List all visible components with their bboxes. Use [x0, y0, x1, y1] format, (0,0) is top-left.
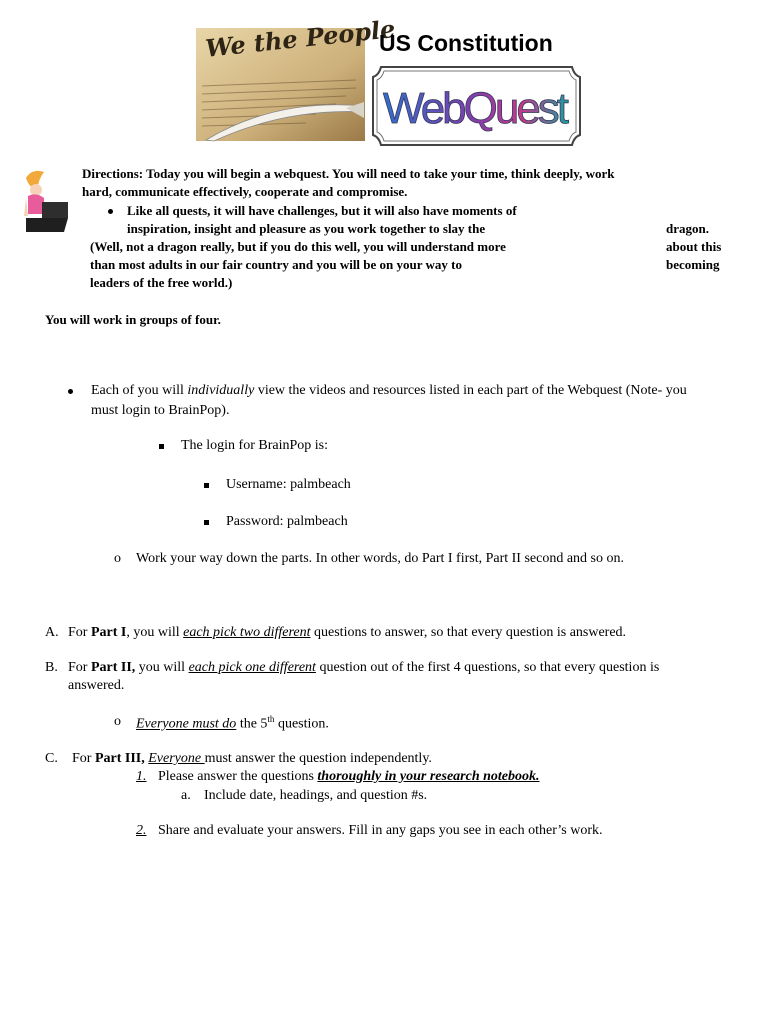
- bullet-square: [204, 520, 209, 525]
- part-b-marker: B.: [45, 660, 58, 675]
- individual-instruction-line-1: Each of you will individually view the videos and resources listed in each part of the Webquest (Note- you: [91, 383, 687, 398]
- part-b-text-line-1: For Part II, you will each pick one different question out of the first 4 questions, so that every question is: [68, 660, 660, 675]
- dragon-paragraph-line-1-end: about this: [666, 239, 722, 254]
- dragon-paragraph-line-2-end: becoming: [666, 257, 720, 272]
- groups-heading: You will work in groups of four.: [45, 312, 221, 327]
- person-icon: [22, 168, 70, 234]
- part-b-fifth-question: Everyone must do the 5th question.: [136, 714, 329, 732]
- directions-line-2: hard, communicate effectively, cooperate and compromise.: [82, 184, 408, 199]
- part-c-step-1a-text: Include date, headings, and question #s.: [204, 788, 428, 803]
- part-c-step-1a-marker: a.: [181, 788, 191, 803]
- constitution-photo: [196, 14, 397, 141]
- quest-bullet-line-2: inspiration, insight and pleasure as you work together to slay the: [127, 221, 486, 236]
- brainpop-username: Username: palmbeach: [226, 477, 351, 492]
- brainpop-login-label: The login for BrainPop is:: [181, 438, 328, 453]
- bullet-square: [204, 483, 209, 488]
- bullet-dot: [68, 389, 73, 394]
- part-c-step-2-text: Share and evaluate your answers. Fill in any gaps you see in each other’s work.: [158, 823, 603, 838]
- brainpop-password: Password: palmbeach: [226, 514, 348, 529]
- dragon-paragraph-line-2: than most adults in our fair country and you will be on your way to: [90, 257, 463, 272]
- quest-bullet-line-2-end: dragon.: [666, 221, 709, 236]
- bullet-o: o: [114, 551, 121, 566]
- part-a-text: For Part I, you will each pick two different questions to answer, so that every question is answered.: [68, 625, 627, 640]
- webquest-logo-text: WebQuest: [383, 84, 569, 133]
- dragon-paragraph-line-3: leaders of the free world.): [90, 275, 233, 290]
- directions-line-1: Directions: Today you will begin a webquest. You will need to take your time, think deeply, work: [82, 166, 615, 181]
- page-title: US Constitution: [379, 30, 553, 56]
- bullet-dot: [108, 209, 113, 214]
- part-c-step-1-text: Please answer the questions thoroughly in your research notebook.: [158, 769, 540, 784]
- part-c-text: For Part III, Everyone must answer the question independently.: [72, 751, 432, 766]
- part-c-marker: C.: [45, 751, 58, 766]
- dragon-paragraph-line-1: (Well, not a dragon really, but if you do this well, you will understand more: [90, 239, 506, 254]
- quest-bullet-line-1: Like all quests, it will have challenges, but it will also have moments of: [127, 203, 517, 218]
- part-c-step-1-number: 1.: [136, 769, 147, 784]
- webquest-logo: [378, 73, 574, 139]
- bullet-o: o: [114, 714, 121, 729]
- part-b-text-line-2: answered.: [68, 678, 125, 693]
- bullet-square: [159, 444, 164, 449]
- individual-instruction-line-2: must login to BrainPop).: [91, 403, 230, 418]
- part-a-marker: A.: [45, 625, 59, 640]
- part-c-step-2-number: 2.: [136, 823, 147, 838]
- work-order-instruction: Work your way down the parts. In other words, do Part I first, Part II second and so on.: [136, 551, 624, 566]
- photo-script-text: We the People: [204, 14, 397, 63]
